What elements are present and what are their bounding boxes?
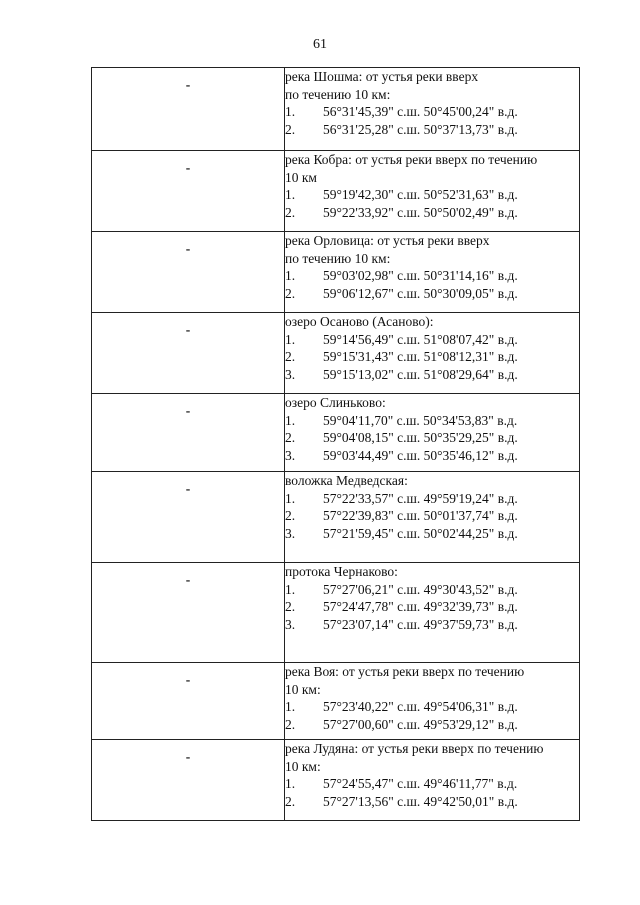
dash-cell bbox=[92, 394, 285, 472]
point-coordinates: 59°06'12,67" с.ш. 50°30'09,05" в.д. bbox=[323, 285, 518, 301]
water-body-title-line: по течению 10 км: bbox=[285, 86, 391, 102]
description-cell bbox=[285, 563, 580, 663]
dash-mark: - bbox=[185, 572, 191, 587]
water-body-title-line: воложка Медведская: bbox=[285, 473, 408, 488]
coordinate-point bbox=[285, 429, 579, 447]
dash-cell bbox=[92, 740, 285, 821]
point-number: 2. bbox=[285, 430, 296, 445]
table-row bbox=[92, 740, 580, 821]
point-number: 2. bbox=[285, 599, 296, 614]
water-body-title-line: река Воя: от устья реки вверх по течению bbox=[285, 664, 525, 679]
water-body-title-line: река Шошма: от устья реки вверх bbox=[285, 69, 479, 84]
coordinate-point bbox=[285, 525, 579, 543]
water-body-title-line: река Лудяна: от устья реки вверх по течению bbox=[285, 741, 544, 756]
point-coordinates: 57°27'06,21" с.ш. 49°30'43,52" в.д. bbox=[323, 581, 518, 597]
point-coordinates: 57°24'55,47" с.ш. 49°46'11,77" в.д. bbox=[323, 776, 518, 791]
point-number: 2. bbox=[285, 285, 296, 301]
coordinate-point bbox=[285, 204, 579, 222]
point-coordinates: 59°15'31,43" с.ш. 51°08'12,31" в.д. bbox=[323, 349, 518, 364]
water-body-title-line: озеро Осаново (Асаново): bbox=[285, 314, 434, 329]
point-number: 1. bbox=[285, 331, 296, 347]
point-number: 2. bbox=[285, 508, 296, 523]
table-row bbox=[92, 232, 580, 313]
point-coordinates: 59°04'11,70" с.ш. 50°34'53,83" в.д. bbox=[323, 412, 518, 428]
dash-mark: - bbox=[185, 322, 191, 337]
table-row bbox=[92, 68, 580, 151]
point-number: 2. bbox=[285, 121, 296, 137]
point-coordinates: 56°31'25,28" с.ш. 50°37'13,73" в.д. bbox=[323, 121, 518, 137]
water-body-title-line: 10 км: bbox=[285, 758, 321, 774]
coordinate-point bbox=[285, 267, 579, 285]
water-body-title-line: озеро Слиньково: bbox=[285, 395, 386, 410]
point-coordinates: 59°03'44,49" с.ш. 50°35'46,12" в.д. bbox=[323, 447, 518, 463]
point-coordinates: 57°24'47,78" с.ш. 49°32'39,73" в.д. bbox=[323, 599, 518, 614]
point-coordinates: 57°22'39,83" с.ш. 50°01'37,74" в.д. bbox=[323, 508, 518, 523]
description-cell bbox=[285, 313, 580, 394]
dash-mark: - bbox=[185, 481, 191, 496]
dash-cell bbox=[92, 663, 285, 740]
water-body-title-line: по течению 10 км: bbox=[285, 250, 391, 266]
dash-cell bbox=[92, 232, 285, 313]
description-cell bbox=[285, 68, 580, 151]
coordinate-point bbox=[285, 447, 579, 465]
point-number: 1. bbox=[285, 776, 296, 791]
water-body-title-line: река Орловица: от устья реки вверх bbox=[285, 233, 490, 248]
water-body-title-line: протока Чернаково: bbox=[285, 564, 398, 579]
point-coordinates: 57°27'13,56" с.ш. 49°42'50,01" в.д. bbox=[323, 793, 518, 809]
coordinate-point bbox=[285, 698, 579, 716]
coordinate-point bbox=[285, 186, 579, 204]
point-coordinates: 57°21'59,45" с.ш. 50°02'44,25" в.д. bbox=[323, 525, 518, 541]
point-coordinates: 57°27'00,60" с.ш. 49°53'29,12" в.д. bbox=[323, 716, 518, 732]
point-coordinates: 59°03'02,98" с.ш. 50°31'14,16" в.д. bbox=[323, 268, 518, 283]
coordinate-point bbox=[285, 348, 579, 366]
table-body bbox=[92, 68, 580, 821]
point-number: 3. bbox=[285, 616, 296, 632]
table-row bbox=[92, 151, 580, 232]
point-coordinates: 57°23'07,14" с.ш. 49°37'59,73" в.д. bbox=[323, 616, 518, 632]
point-coordinates: 59°14'56,49" с.ш. 51°08'07,42" в.д. bbox=[323, 331, 518, 347]
coordinate-point bbox=[285, 366, 579, 384]
coordinate-point bbox=[285, 331, 579, 349]
table-row bbox=[92, 394, 580, 472]
point-coordinates: 59°19'42,30" с.ш. 50°52'31,63" в.д. bbox=[323, 187, 518, 202]
dash-mark: - bbox=[185, 241, 191, 256]
point-number: 3. bbox=[285, 525, 296, 541]
dash-cell bbox=[92, 313, 285, 394]
description-cell bbox=[285, 232, 580, 313]
description-cell bbox=[285, 472, 580, 563]
dash-mark: - bbox=[185, 672, 191, 687]
table-row bbox=[92, 472, 580, 563]
description-cell bbox=[285, 663, 580, 740]
point-number: 1. bbox=[285, 699, 296, 714]
coordinate-point bbox=[285, 793, 579, 811]
coordinate-point bbox=[285, 490, 579, 508]
point-coordinates: 57°22'33,57" с.ш. 49°59'19,24" в.д. bbox=[323, 490, 518, 506]
coordinate-point bbox=[285, 716, 579, 734]
point-number: 1. bbox=[285, 490, 296, 506]
table-row bbox=[92, 563, 580, 663]
dash-cell bbox=[92, 68, 285, 151]
water-body-title-line: 10 км bbox=[285, 169, 317, 185]
point-number: 3. bbox=[285, 447, 296, 463]
dash-mark: - bbox=[185, 749, 191, 764]
coordinate-point bbox=[285, 121, 579, 139]
table-row bbox=[92, 663, 580, 740]
coordinate-point bbox=[285, 598, 579, 616]
point-number: 1. bbox=[285, 581, 296, 597]
point-coordinates: 56°31'45,39" с.ш. 50°45'00,24" в.д. bbox=[323, 104, 518, 119]
point-number: 2. bbox=[285, 349, 296, 364]
dash-mark: - bbox=[185, 77, 191, 92]
description-cell bbox=[285, 740, 580, 821]
description-cell bbox=[285, 151, 580, 232]
page-number: 61 bbox=[313, 37, 327, 52]
coordinate-point bbox=[285, 103, 579, 121]
water-body-title-line: 10 км: bbox=[285, 681, 321, 697]
dash-cell bbox=[92, 472, 285, 563]
point-number: 3. bbox=[285, 366, 296, 382]
point-number: 2. bbox=[285, 793, 296, 809]
coordinate-point bbox=[285, 285, 579, 303]
point-number: 1. bbox=[285, 187, 296, 202]
point-coordinates: 59°22'33,92" с.ш. 50°50'02,49" в.д. bbox=[323, 204, 518, 220]
point-number: 1. bbox=[285, 268, 296, 283]
coordinate-point bbox=[285, 775, 579, 793]
coordinate-point bbox=[285, 581, 579, 599]
coordinate-point bbox=[285, 616, 579, 634]
point-coordinates: 59°15'13,02" с.ш. 51°08'29,64" в.д. bbox=[323, 366, 518, 382]
description-cell bbox=[285, 394, 580, 472]
dash-cell bbox=[92, 151, 285, 232]
point-number: 2. bbox=[285, 716, 296, 732]
dash-mark: - bbox=[185, 403, 191, 418]
point-number: 1. bbox=[285, 412, 296, 428]
point-coordinates: 59°04'08,15" с.ш. 50°35'29,25" в.д. bbox=[323, 430, 518, 445]
table-row bbox=[92, 313, 580, 394]
dash-cell bbox=[92, 563, 285, 663]
point-number: 2. bbox=[285, 204, 296, 220]
water-body-title-line: река Кобра: от устья реки вверх по течению bbox=[285, 152, 538, 167]
point-coordinates: 57°23'40,22" с.ш. 49°54'06,31" в.д. bbox=[323, 699, 518, 714]
point-number: 1. bbox=[285, 104, 296, 119]
coordinate-point bbox=[285, 412, 579, 430]
coordinate-point bbox=[285, 507, 579, 525]
coordinates-table bbox=[91, 67, 580, 821]
dash-mark: - bbox=[185, 160, 191, 175]
